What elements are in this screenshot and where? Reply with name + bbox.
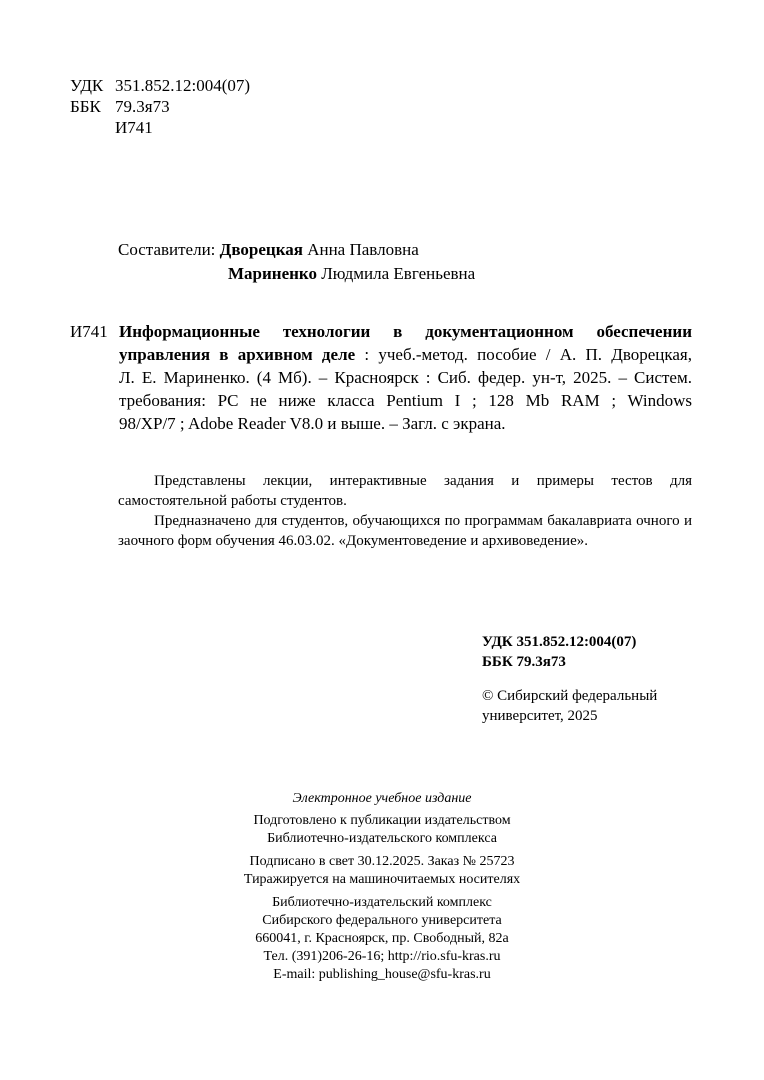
bib-line-5: 98/XP/7 ; Adobe Reader V8.0 и выше. – Загл. с экрана. xyxy=(119,414,506,433)
author-mark-line xyxy=(70,117,250,138)
udk-label: УДК xyxy=(70,76,104,95)
imprint-edition xyxy=(182,790,582,808)
bbk-line xyxy=(70,96,250,117)
edition-type: Электронное учебное издание xyxy=(292,791,472,806)
prepared-line-2: Библиотечно-издательского комплекса xyxy=(267,831,497,846)
compiler-2-surname: Мариненко xyxy=(228,264,318,283)
compiler-line-2 xyxy=(118,262,475,286)
copyright-line-1: © Сибирский федеральный xyxy=(482,688,658,704)
compiler-2-name: Людмила Евгеньевна xyxy=(321,264,476,283)
publisher-phone: Тел. (391)206-26-16; http://rio.sfu-kras.ru xyxy=(263,949,501,964)
bibliographic-code: И741 xyxy=(70,322,108,341)
prepared-line-1: Подготовлено к публикации издательством xyxy=(253,813,511,828)
copyright-line-2: университет, 2025 xyxy=(482,708,598,724)
copyright-block xyxy=(482,632,657,726)
publisher-email: E-mail: publishing_house@sfu-kras.ru xyxy=(273,967,491,982)
bib-line-1 xyxy=(119,320,692,343)
udk-value: 351.852.12:004(07) xyxy=(115,76,251,95)
bbk-label: ББК xyxy=(70,97,101,116)
annotation-para-1: Представлены лекции, интерактивные задания и примеры тестов для самостоятельной работы студентов. xyxy=(118,473,692,509)
bib-line-2 xyxy=(119,343,692,366)
signed-line: Подписано в свет 30.12.2025. Заказ № 25723 xyxy=(249,854,515,869)
bbk-value: 79.3я73 xyxy=(115,97,170,116)
imprint-publisher xyxy=(182,894,582,984)
classification-block xyxy=(70,75,250,138)
circulation-line: Тиражируется на машиночитаемых носителях xyxy=(243,872,521,887)
author-mark: И741 xyxy=(115,118,153,137)
compilers-label: Составители: xyxy=(118,240,216,259)
compiler-1-surname: Дворецкая xyxy=(219,240,303,259)
bib-line-3: Л. Е. Мариненко. (4 Мб). – Красноярск : Сиб. федер. ун-т, 2025. – Систем. xyxy=(119,368,692,387)
book-type-authors: : учеб.-метод. пособие / А. П. Дворецкая, xyxy=(364,345,693,364)
copyright-udk: УДК 351.852.12:004(07) xyxy=(482,634,637,650)
bibliographic-text xyxy=(119,320,692,435)
compiler-1-name: Анна Павловна xyxy=(307,240,419,259)
book-title-part-1: Информационные технологии в документационном обеспечении xyxy=(119,322,692,341)
imprint-signed xyxy=(182,853,582,889)
copyright-bbk: ББК 79.3я73 xyxy=(482,654,566,670)
book-title-part-2: управления в архивном деле xyxy=(119,345,356,364)
publisher-address: 660041, г. Красноярск, пр. Свободный, 82а xyxy=(255,931,509,946)
compilers-block xyxy=(118,238,475,286)
compiler-line-1 xyxy=(118,238,475,262)
imprint-prepared xyxy=(182,812,582,848)
publisher-line-2: Сибирского федерального университета xyxy=(262,913,502,928)
udk-line xyxy=(70,75,250,96)
publisher-line-1: Библиотечно-издательский комплекс xyxy=(272,895,492,910)
annotation-para-2: Предназначено для студентов, обучающихся по программам бакалавриата очного и заочного форм обучения 46.03.02. «Документоведение и архивоведение». xyxy=(118,513,692,549)
bibliographic-record xyxy=(70,320,692,435)
bib-line-4: требования: PC не ниже класса Pentium I ; 128 Mb RAM ; Windows xyxy=(119,391,692,410)
